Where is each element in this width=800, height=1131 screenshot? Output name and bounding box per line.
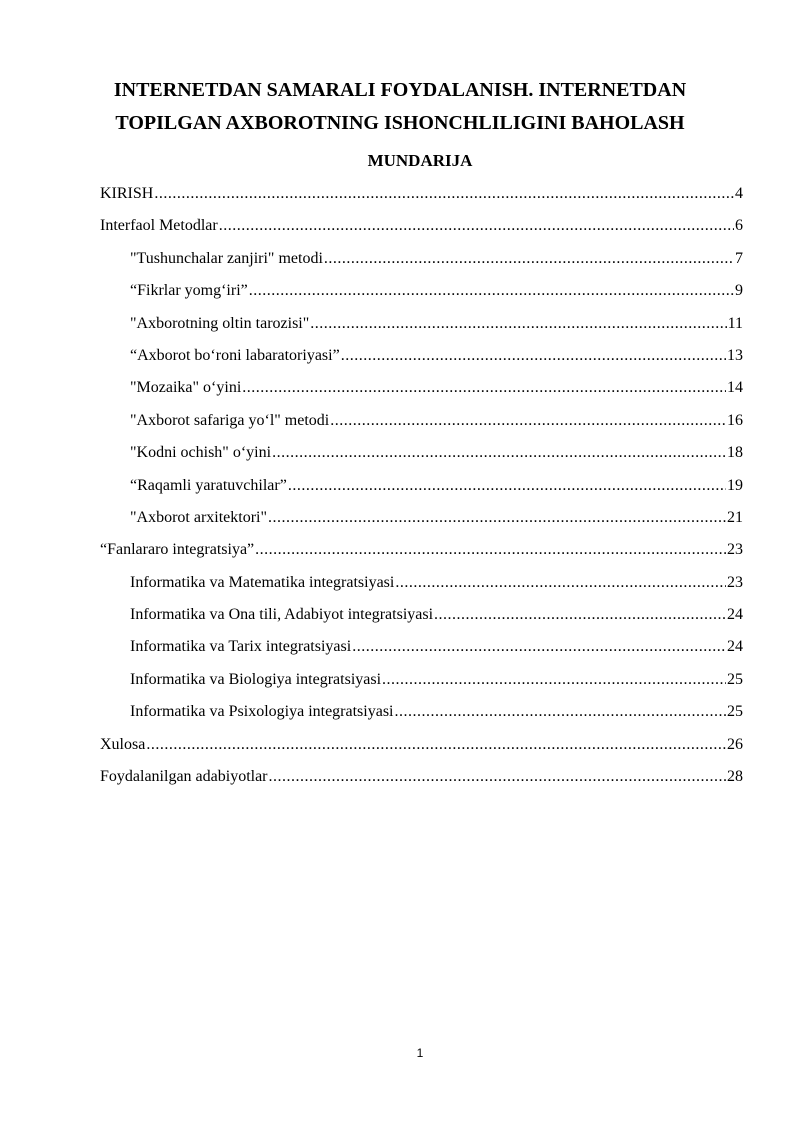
toc-entry-page: 26 (727, 735, 743, 753)
toc-entry-page: 14 (727, 379, 743, 397)
toc-entry[interactable] (100, 474, 743, 506)
dot-leader (219, 214, 734, 238)
dot-leader (330, 409, 726, 433)
dot-leader (242, 376, 726, 400)
toc-entry-page: 25 (727, 670, 743, 688)
toc-entry-page: 6 (735, 217, 743, 235)
toc-entry-label: Foydalanilgan adabiyotlar (100, 768, 268, 786)
toc-entry[interactable] (100, 441, 743, 473)
toc-entry-page: 24 (727, 638, 743, 656)
toc-entry-page: 23 (727, 573, 743, 591)
dot-leader (434, 603, 726, 627)
toc-entry-label: "Kodni ochish" o‘yini (130, 444, 272, 462)
toc-entry-label: "Axborot safariga yo‘l" metodi (130, 411, 330, 429)
toc-entry[interactable] (100, 733, 743, 765)
toc-heading: MUNDARIJA (367, 151, 473, 170)
dot-leader (395, 571, 726, 595)
toc-entry[interactable] (100, 603, 743, 635)
dot-leader (272, 441, 726, 465)
toc-entry-label: “Fanlararo integratsiya” (100, 541, 255, 559)
table-of-contents (100, 182, 743, 797)
toc-entry-label: Informatika va Psixologiya integratsiyasi (130, 703, 394, 721)
title-line-1: INTERNETDAN SAMARALI FOYDALANISH. INTERNETDAN (113, 79, 687, 101)
dot-leader (249, 279, 734, 303)
toc-entry-label: Informatika va Ona tili, Adabiyot integratsiyasi (130, 606, 434, 624)
dot-leader (395, 700, 727, 724)
toc-entry-page: 18 (727, 444, 743, 462)
toc-entry-label: “Raqamli yaratuvchilar” (130, 476, 287, 494)
toc-entry-label: Informatika va Matematika integratsiyasi (130, 573, 395, 591)
dot-leader (324, 247, 734, 271)
toc-entry-page: 25 (727, 703, 743, 721)
toc-entry-label: Informatika va Tarix integratsiyasi (130, 638, 352, 656)
toc-entry-page: 24 (727, 606, 743, 624)
toc-entry-label: “Axborot bo‘roni labaratoriyasi” (130, 346, 340, 364)
toc-entry-label: "Tushunchalar zanjiri" metodi (130, 249, 323, 267)
toc-entry-page: 23 (727, 541, 743, 559)
toc-entry-label: "Axborot arxitektori" (130, 508, 268, 526)
toc-entry-label: KIRISH (100, 185, 154, 202)
toc-entry-page: 28 (727, 768, 743, 786)
toc-entry-page: 9 (735, 282, 743, 300)
toc-entry-label: "Axborotning oltin tarozisi" (130, 314, 310, 332)
dot-leader (146, 733, 726, 757)
toc-entry[interactable] (100, 182, 743, 214)
toc-entry[interactable] (100, 538, 743, 570)
document-title (60, 74, 740, 140)
toc-entry[interactable] (100, 409, 743, 441)
dot-leader (269, 765, 726, 789)
toc-entry-label: Interfaol Metodlar (100, 217, 218, 235)
toc-entry[interactable] (100, 279, 743, 311)
dot-leader (310, 312, 726, 336)
toc-entry-page: 7 (735, 249, 743, 267)
dot-leader (268, 506, 726, 530)
toc-entry-page: 21 (727, 508, 743, 526)
dot-leader (352, 635, 726, 659)
toc-entry-label: "Mozaika" o‘yini (130, 379, 242, 397)
toc-entry[interactable] (100, 571, 743, 603)
toc-entry[interactable] (100, 506, 743, 538)
toc-entry[interactable] (100, 312, 743, 344)
toc-entry[interactable] (100, 344, 743, 376)
toc-entry-label: “Fikrlar yomg‘iri” (130, 282, 248, 300)
toc-entry-page: 16 (727, 411, 743, 429)
toc-entry-label: Informatika va Biologiya integratsiyasi (130, 670, 382, 688)
title-line-2: TOPILGAN AXBOROTNING ISHONCHLILIGINI BAHOLASH (115, 112, 685, 134)
toc-entry[interactable] (100, 376, 743, 408)
page-number: 1 (416, 1046, 424, 1060)
toc-entry[interactable] (100, 635, 743, 667)
dot-leader (288, 474, 726, 498)
toc-entry-label: Xulosa (100, 735, 146, 753)
dot-leader (382, 668, 726, 692)
dot-leader (154, 182, 734, 206)
toc-entry-page: 4 (735, 185, 743, 202)
toc-entry-page: 19 (727, 476, 743, 494)
toc-entry[interactable] (100, 214, 743, 246)
toc-entry-page: 11 (727, 314, 743, 332)
toc-entry[interactable] (100, 668, 743, 700)
dot-leader (255, 538, 726, 562)
toc-entry[interactable] (100, 247, 743, 279)
dot-leader (341, 344, 726, 368)
toc-entry-page: 13 (727, 346, 743, 364)
toc-entry[interactable] (100, 700, 743, 732)
toc-entry[interactable] (100, 765, 743, 797)
